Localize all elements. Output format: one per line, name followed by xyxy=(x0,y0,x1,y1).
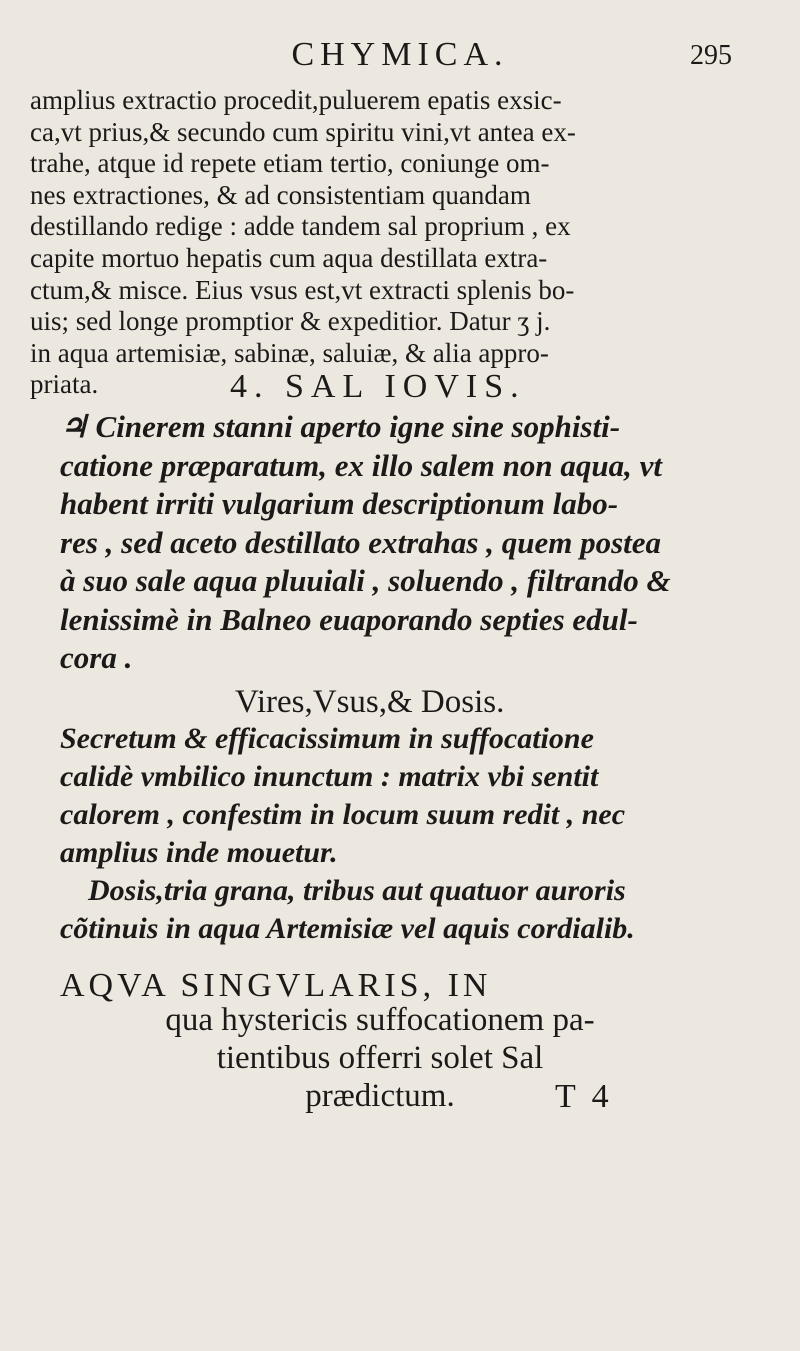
text-line: cora . xyxy=(60,640,133,675)
text-line: catione præparatum, ex illo salem non aqua, vt xyxy=(60,447,662,483)
section-heading: 4. SAL IOVIS. xyxy=(230,368,526,405)
text-line: qua hystericis suffocationem pa- xyxy=(165,1002,595,1038)
text-line: calidè vmbilico inunctum : matrix vbi sentit xyxy=(60,760,599,793)
text-line: tientibus offerri solet Sal xyxy=(216,1040,544,1076)
text-line: amplius inde mouetur. xyxy=(60,836,338,869)
text-line: res , sed aceto destillato extrahas , quem postea xyxy=(60,524,662,560)
text-line: ca,vt prius,& secundo cum spiritu vini,vt antea ex- xyxy=(30,116,576,147)
text-line: ♃ Cinerem stanni aperto igne sine sophisti- xyxy=(60,409,621,444)
text-line: uis; sed longe promptior & expeditior. Datur ʒ j. xyxy=(30,306,551,337)
text-line: prædictum. xyxy=(305,1078,455,1114)
text-line: ctum,& misce. Eius vsus est,vt extracti splenis bo- xyxy=(30,274,575,305)
text-line: lenissimè in Balneo euaporando septies edul- xyxy=(60,601,638,637)
recipe-paragraph xyxy=(60,408,760,678)
text-line: amplius extractio procedit,puluerem epatis exsic- xyxy=(30,85,562,115)
page-number: 295 xyxy=(690,40,732,71)
text-line: calorem , confestim in locum suum redit , nec xyxy=(60,798,626,831)
text-line: habent irriti vulgarium descriptionum labo- xyxy=(60,486,619,521)
running-head: CHYMICA. xyxy=(291,36,509,73)
text-line: nes extractiones, & ad consistentiam quandam xyxy=(30,179,531,210)
text-line: cõtinuis in aqua Artemisiæ vel aquis cordialib. xyxy=(60,912,635,945)
text-line: capite mortuo hepatis cum aqua destillata extra- xyxy=(30,242,548,273)
subheading: Vires,Vsus,& Dosis. xyxy=(235,684,505,720)
text-line: à suo sale aqua pluuiali , soluendo , filtrando & xyxy=(60,563,671,598)
text-line: Secretum & efficacissimum in suffocatione xyxy=(60,722,594,755)
signature-mark: T 4 xyxy=(555,1078,613,1115)
text-line: in aqua artemisiæ, sabinæ, saluiæ, & alia appro- xyxy=(30,337,549,368)
uses-paragraph xyxy=(60,720,770,948)
paragraph-extraction xyxy=(30,85,770,401)
text-line: destillando redige : adde tandem sal proprium , ex xyxy=(30,211,571,242)
text-line: trahe, atque id repete etiam tertio, coniunge om- xyxy=(30,148,550,179)
text-line: Dosis,tria grana, tribus aut quatuor auroris xyxy=(88,874,626,907)
page-header xyxy=(0,36,800,86)
text-line: priata. xyxy=(30,369,99,400)
aqua-title: AQVA SINGVLARIS, IN xyxy=(60,967,492,1004)
